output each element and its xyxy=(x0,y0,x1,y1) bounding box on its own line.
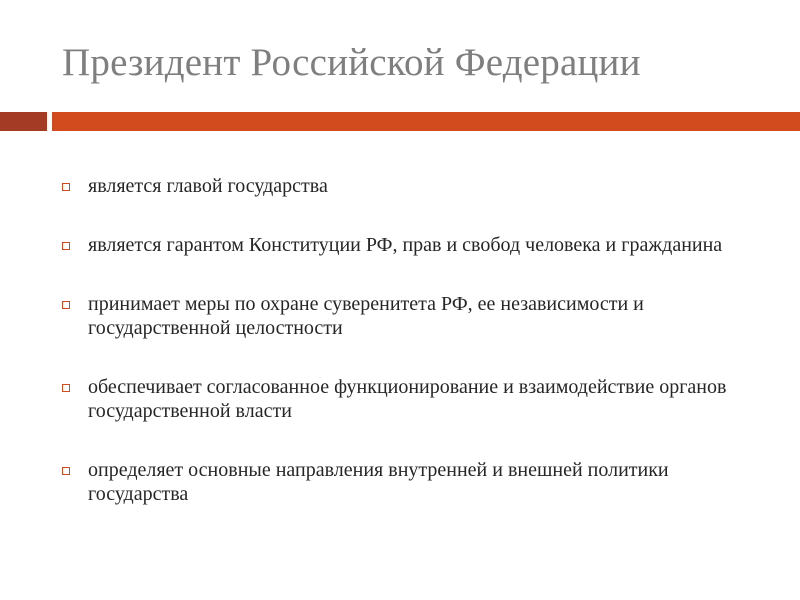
bullet-text: является главой государства xyxy=(88,175,328,197)
square-bullet-icon xyxy=(62,242,70,250)
bullet-item xyxy=(62,233,762,257)
bullet-item xyxy=(62,375,762,423)
square-bullet-icon xyxy=(62,467,70,475)
square-bullet-icon xyxy=(62,301,70,309)
bullet-item xyxy=(62,458,762,506)
accent-bar-left xyxy=(0,112,47,131)
square-bullet-icon xyxy=(62,384,70,392)
bullet-text: принимает меры по охране суверенитета РФ, ее независимости и государственной целостности xyxy=(88,293,644,339)
bullet-text: является гарантом Конституции РФ, прав и свобод человека и гражданина xyxy=(88,234,723,256)
square-bullet-icon xyxy=(62,183,70,191)
bullet-item xyxy=(62,174,762,198)
accent-bar-right xyxy=(52,112,800,131)
bullet-item xyxy=(62,292,762,340)
bullet-text: обеспечивает согласованное функционирование и взаимодействие органов государственной власти xyxy=(88,376,727,422)
bullet-list xyxy=(62,174,762,541)
slide-title: Президент Российской Федерации xyxy=(62,41,641,84)
bullet-text: определяет основные направления внутренней и внешней политики государства xyxy=(88,459,669,505)
